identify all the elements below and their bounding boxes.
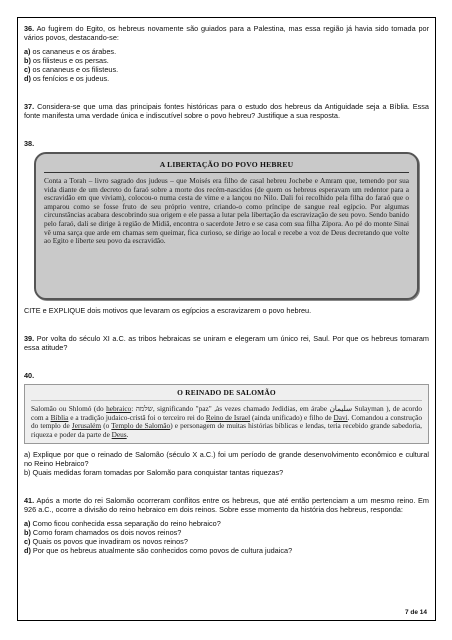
- option-letter: d): [24, 546, 31, 556]
- link-reino-de-israel[interactable]: Reino de Israel: [205, 412, 251, 422]
- option-letter: c): [24, 537, 31, 547]
- question-39-number: 39.: [24, 334, 35, 343]
- question-40-a: a) Explique por que o reinado de Salomão (século X a.C.) foi um período de grande desenvolvimento econômico e cultural no Reino Hebraico?: [24, 450, 429, 469]
- text-run: . Comandou a construção do templo de: [31, 412, 423, 431]
- option-letter: a): [24, 47, 31, 56]
- option-letter: b): [24, 56, 31, 65]
- question-36: [24, 24, 429, 42]
- text-run: (ainda unificado) e filho de: [250, 412, 334, 422]
- text-run: ) e personagem de muitas histórias bíblicas e lendas, teria recebido grande sabedoria, riqueza e poder da parte de: [31, 421, 422, 439]
- option-text: Quais os povos que invadiram os novos reinos?: [32, 537, 188, 547]
- link-hebraico[interactable]: hebraico: [106, 404, 132, 413]
- option-a: [24, 519, 429, 528]
- option-letter: c): [24, 65, 31, 74]
- option-d: [24, 546, 429, 555]
- option-d: [24, 74, 429, 83]
- question-41-number: 41.: [24, 496, 35, 506]
- question-41-text: Após a morte do rei Salomão ocorreram conflitos entre os hebreus, que até então pertenciam a um mesmo reino. Em 926 a.C., ocorre a divisão do reino hebraico em dois reinos. Sobre esse momento da história dos hebreus, responda:: [24, 496, 429, 515]
- question-37-text: Considera-se que uma das principais fontes históricas para o estudo dos hebreus da Antiguidade seja a Bíblia. Essa fonte manifesta uma verdade única e indiscutível sobre o povo hebreu? Justifique a sua resposta.: [24, 102, 429, 120]
- question-38: [24, 139, 429, 148]
- question-39: [24, 334, 429, 352]
- option-text: os cananeus e os filisteus.: [32, 65, 119, 74]
- box-body: [31, 405, 422, 439]
- option-letter: d): [24, 74, 31, 83]
- option-text: os cananeus e os árabes.: [32, 47, 117, 56]
- option-letter: b): [24, 528, 31, 538]
- text-run: .: [126, 429, 129, 439]
- text-run: (o: [101, 421, 112, 431]
- question-36-number: 36.: [24, 24, 35, 33]
- option-text: Como foram chamados os dois novos reinos?: [32, 528, 182, 538]
- link-templo-de-salomao[interactable]: Templo de Salomão: [111, 421, 171, 431]
- question-39-text: Por volta do século XI a.C. as tribos hebraicas se uniram e elegeram um único rei, Saul. Por que os hebreus tomaram essa atitude?: [24, 334, 430, 352]
- option-letter: a): [24, 519, 31, 529]
- link-jerusalem[interactable]: Jerusalém: [71, 421, 102, 431]
- text-run: e a tradição judaico-cristã foi o terceiro rei do: [68, 412, 206, 422]
- text-box-libertacao: [34, 152, 419, 300]
- box-body: Conta a Torah – livro sagrado dos judeus – que Moisés era filho de casal hebreu Jochebe e Amram que, temendo por sua vida diante de um decreto do faraó sobre a morte dos recém-nascidos (de quem os hebreus esperavam um redentor para a escravidão em que viviam), colocou-o numa cesta de vime e a lançou no Nilo. Dali foi recolhido pela filha do faraó que o amparou como se fosse fruto de seu próprio ventre, criando-o como príncipe de sangue real egípcio. Por algumas circunstâncias acabara descobrindo sua origem e ele passa a lutar pela libertação da escravização de seu povo. Sendo banido pelo faraó, dali se dirige à região de Midiã, encontra o sacerdote Jetro e se casa com sua filha Zípora. Ao pé do monte Sinai vê uma sarça que arde em chamas sem queimar, fica curioso, se dirige ao local e recebe a voz de Deus decretando que volte ao Egito e liberte seu povo da escravidão.: [44, 176, 409, 246]
- question-41-options: [24, 519, 429, 555]
- question-36-text: Ao fugirem do Egito, os hebreus novamente são guiados para a Palestina, mas essa região já havia sido tomada por vários povos, destacando-se:: [24, 24, 430, 42]
- option-c: [24, 537, 429, 546]
- option-a: [24, 47, 429, 56]
- text-box-salomao: [24, 384, 429, 444]
- text-run: : שלמה, significando "paz" ,às vezes chamado Jedidias, em árabe سليمان Sulayman ), de acordo com a: [31, 404, 422, 422]
- option-c: [24, 65, 429, 74]
- question-40: [24, 371, 429, 380]
- question-36-options: [24, 47, 429, 83]
- question-38-prompt: CITE e EXPLIQUE dois motivos que levaram os egípcios a escravizarem o povo hebreu.: [24, 306, 312, 315]
- page-content: [24, 24, 429, 555]
- question-41: [24, 496, 429, 514]
- link-deus[interactable]: Deus: [111, 429, 127, 439]
- question-38-number: 38.: [24, 139, 35, 148]
- question-40-number: 40.: [24, 371, 35, 380]
- exam-page: [17, 17, 436, 621]
- link-davi[interactable]: Davi: [333, 412, 348, 422]
- box-title: A LIBERTAÇÃO DO POVO HEBREU: [44, 160, 409, 173]
- option-text: Como ficou conhecida essa separação do reino hebraico?: [32, 519, 221, 529]
- option-b: [24, 528, 429, 537]
- option-text: Por que os hebreus atualmente são conhecidos como povos de cultura judaica?: [32, 546, 293, 556]
- text-run: Salomão ou Shlomó (do: [31, 404, 107, 413]
- option-text: os filisteus e os persas.: [32, 56, 109, 65]
- question-37: [24, 102, 429, 120]
- link-biblia[interactable]: Bíblia: [50, 412, 69, 422]
- page-number: 7 de 14: [404, 609, 427, 616]
- question-37-number: 37.: [24, 102, 35, 111]
- option-text: os fenícios e os judeus.: [32, 74, 110, 83]
- question-40-b: b) Quais medidas foram tomadas por Salomão para conquistar tantas riquezas?: [24, 468, 284, 478]
- option-b: [24, 56, 429, 65]
- box-title: O REINADO DE SALOMÃO: [31, 388, 422, 401]
